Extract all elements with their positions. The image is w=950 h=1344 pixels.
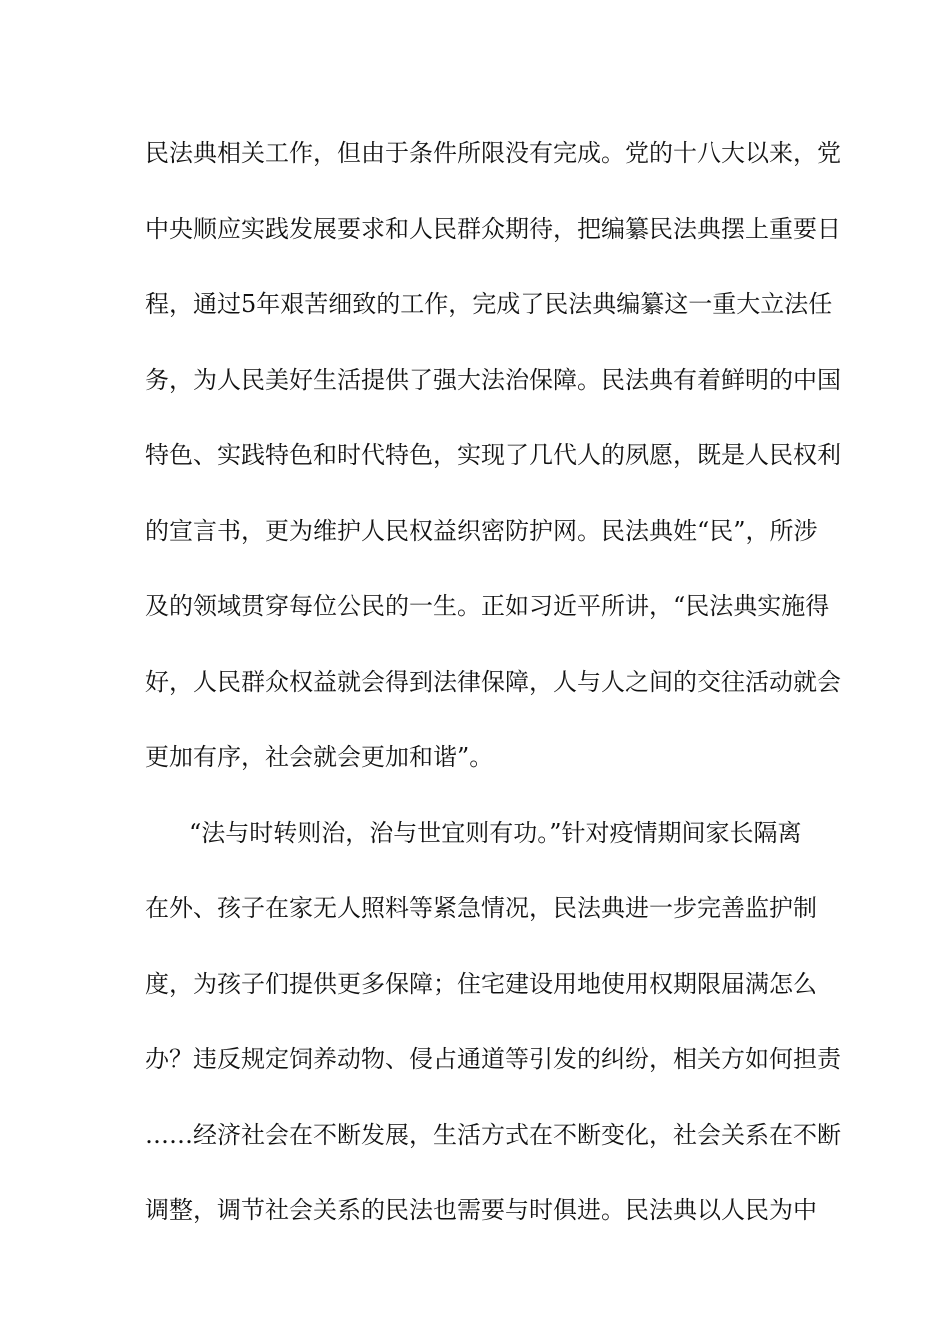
- text-line-9: 更加有序，社会就会更加和谐”。: [145, 743, 494, 771]
- text-line-4: 务，为人民美好生活提供了强大法治保障。民法典有着鲜明的中国: [145, 365, 841, 394]
- text-line-3: 程，通过5年艰苦细致的工作，完成了民法典编纂这一重大立法任: [145, 290, 833, 318]
- text-line-7: 及的领域贯穿每位公民的一生。正如习近平所讲，“民法典实施得: [145, 592, 830, 620]
- text-line-8: 好，人民群众权益就会得到法律保障，人与人之间的交往活动就会: [145, 667, 841, 696]
- text-line-14: ……经济社会在不断发展，生活方式在不断变化，社会关系在不断: [145, 1120, 841, 1149]
- text-line-15: 调整，调节社会关系的民法也需要与时俱进。民法典以人民为中: [145, 1196, 817, 1224]
- text-line-6: 的宣言书，更为维护人民权益织密防护网。民法典姓“民”，所涉: [145, 516, 818, 545]
- text-line-5: 特色、实践特色和时代特色，实现了几代人的夙愿，既是人民权利: [145, 441, 841, 469]
- text-line-11: 在外、孩子在家无人照料等紧急情况，民法典进一步完善监护制: [145, 894, 817, 922]
- text-line-1: 民法典相关工作，但由于条件所限没有完成。党的十八大以来，党: [145, 139, 841, 167]
- text-line-10: “法与时转则治，治与世宜则有功。”针对疫情期间家长隔离: [189, 818, 802, 847]
- body-text: [145, 128, 841, 1261]
- text-line-13: 办？违反规定饲养动物、侵占通道等引发的纠纷，相关方如何担责: [145, 1045, 841, 1073]
- text-line-2: 中央顺应实践发展要求和人民群众期待，把编纂民法典摆上重要日: [145, 214, 841, 243]
- text-line-12: 度，为孩子们提供更多保障；住宅建设用地使用权期限届满怎么: [145, 969, 817, 998]
